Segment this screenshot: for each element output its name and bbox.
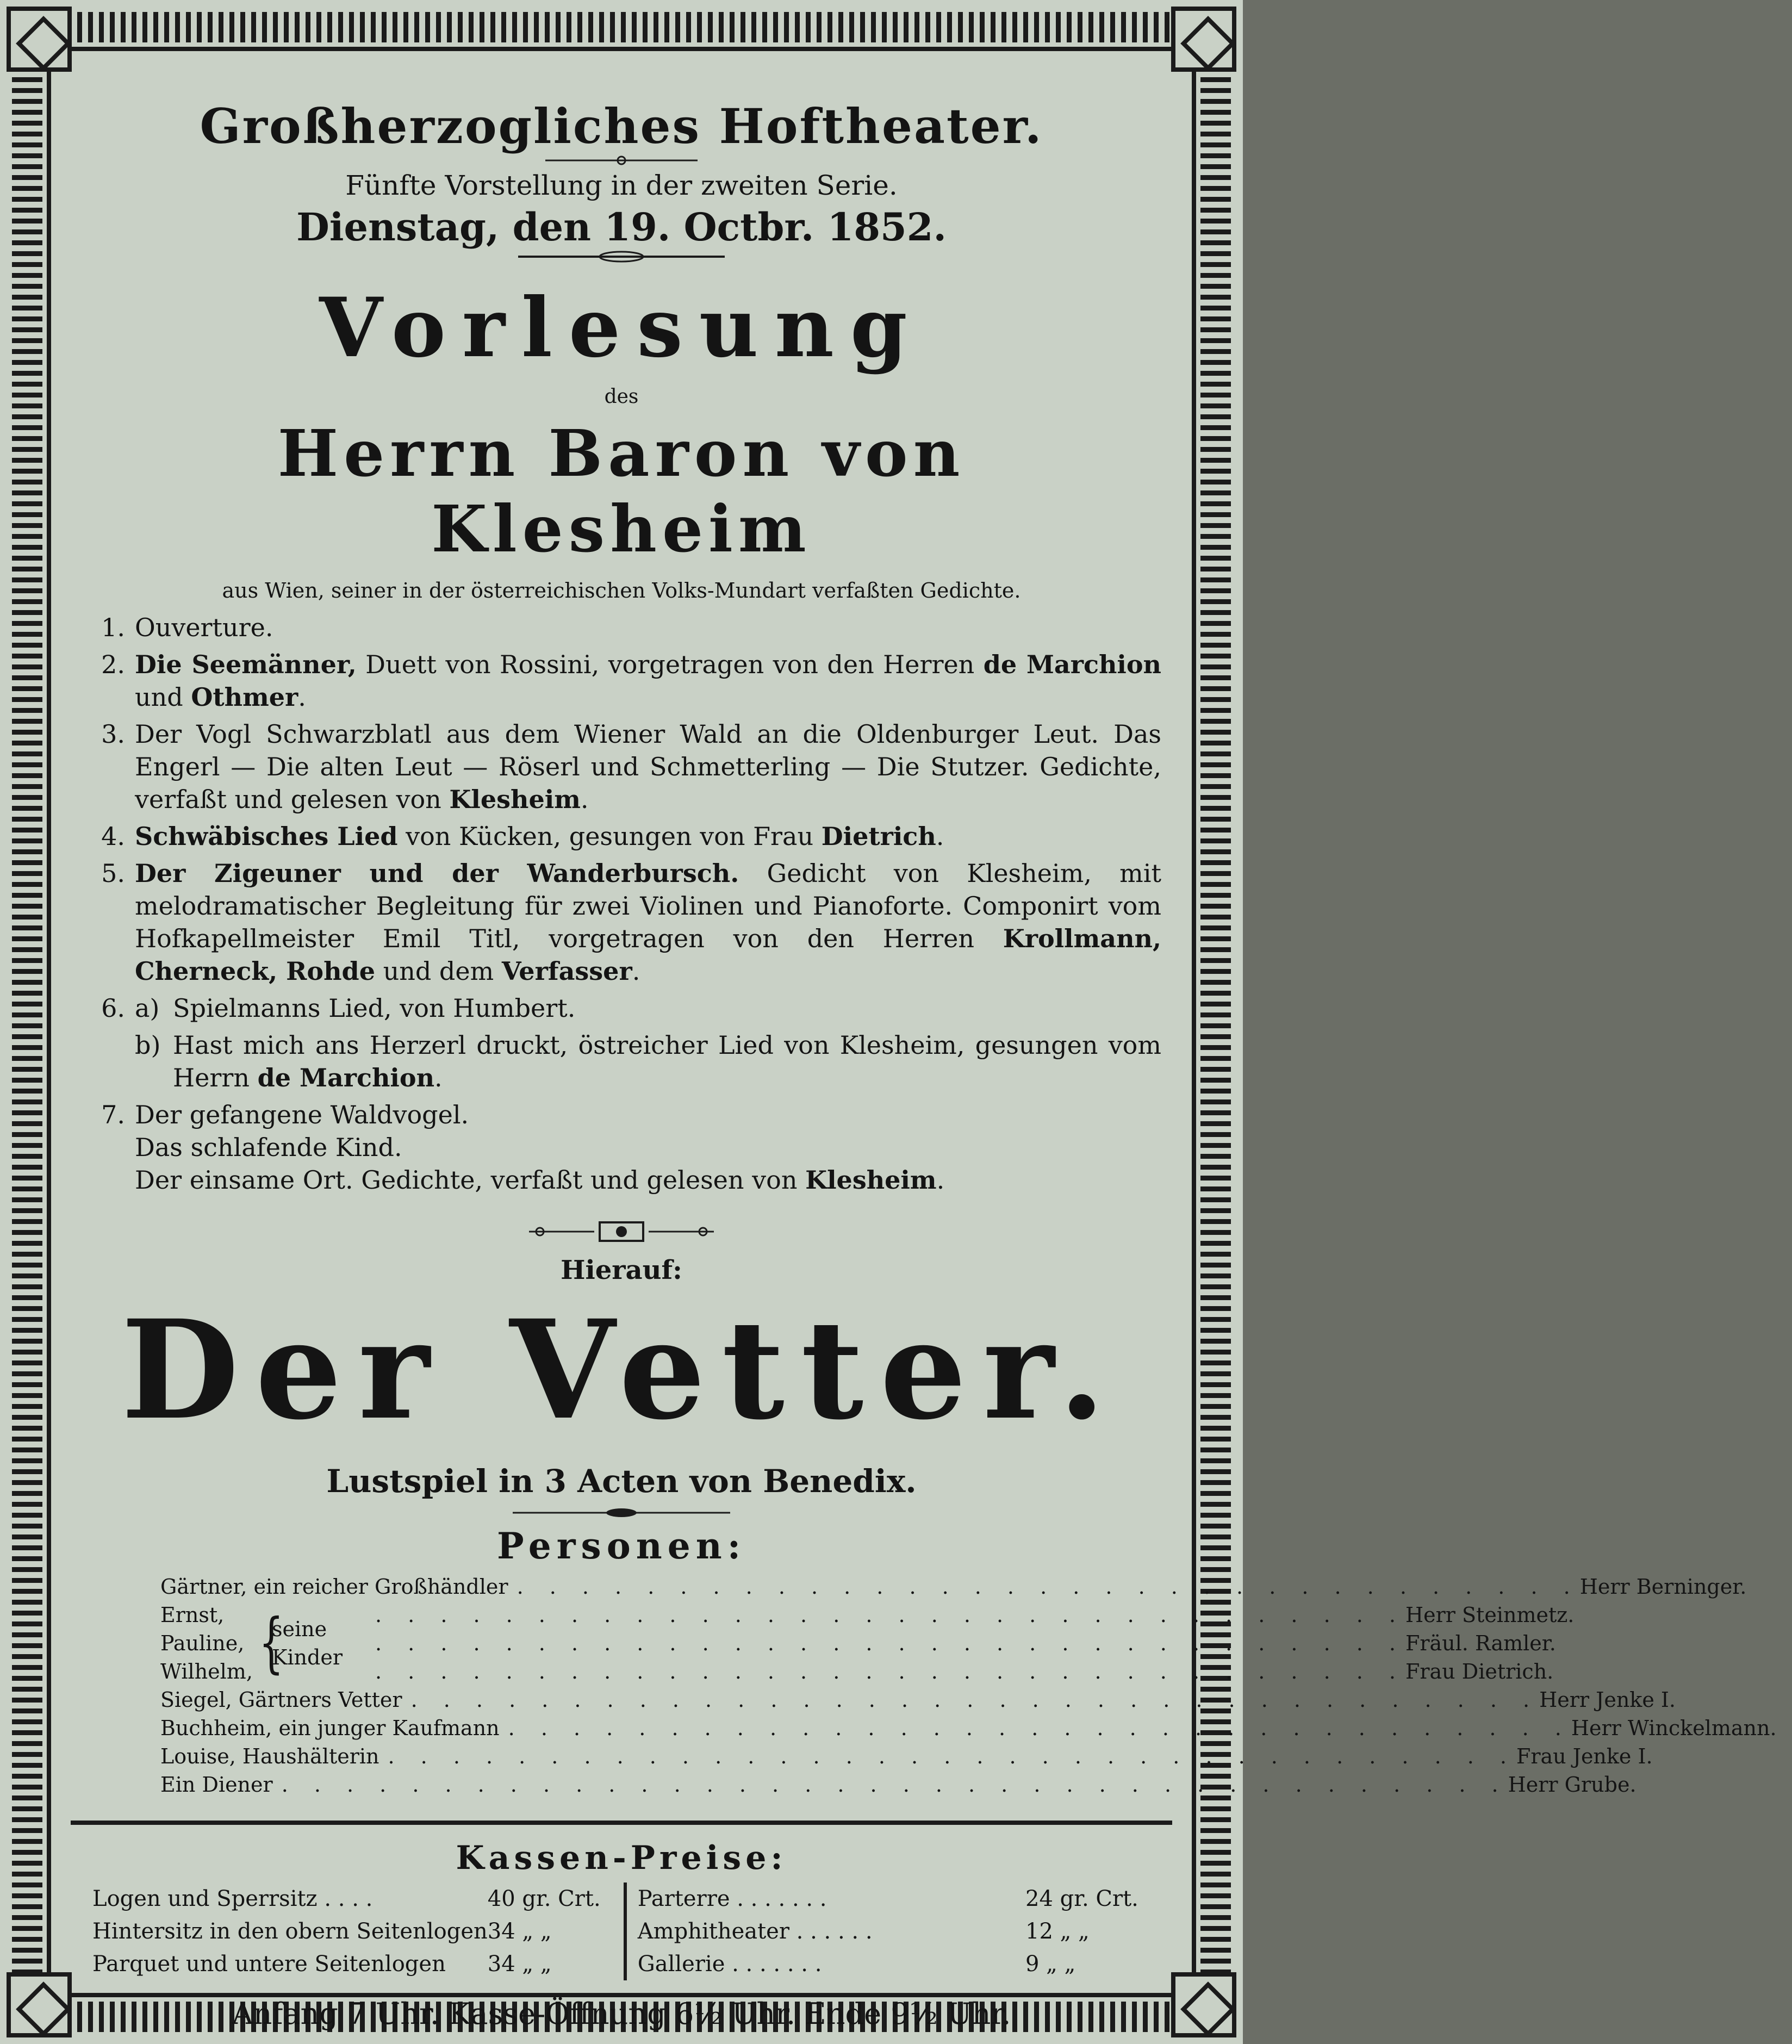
- performance-date: Dienstag, den 19. Octbr. 1852.: [296, 204, 947, 250]
- price-row: Gallerie . . . . . . . 9 „ „: [637, 1952, 1076, 1977]
- lecture-subtitle: aus Wien, seiner in der österreichischen Volks-Mundart verfaßten Gedichte.: [222, 579, 1021, 602]
- program-item: 3. Der Vogl Schwarzblatl aus dem Wiener Wald an die Oldenburger Leut. Das Engerl — Die alten Leut — Röserl und Schmetterling — Die Stutzer. Gedichte, verfaßt und gelesen von Klesheim.: [101, 719, 1161, 814]
- brace-glyph: {: [259, 1605, 284, 1681]
- play-title: Der Vetter.: [121, 1290, 1122, 1450]
- flourish-ornament: [524, 1218, 719, 1245]
- prices-table: [82, 1883, 1161, 1980]
- program-item: 2. Die Seemänner, Duett von Rossini, vorgetragen von den Herren de Marchion und Othmer.: [101, 650, 1162, 712]
- cast-list: [160, 1573, 1777, 1799]
- cast-row: Siegel, Gärtners Vetter . . . . . . . . . . . . . . . . . . . . . . . . . . . . . . . . . . . Herr Jenke I.: [160, 1688, 1676, 1712]
- speaker-name: Herrn Baron von Klesheim: [277, 415, 966, 567]
- cast-row: Gärtner, ein reicher Großhändler . . . . . . . . . . . . . . . . . . . . . . . . . . . . . . . . . Herr Berninger.: [160, 1575, 1747, 1599]
- flourish-ornament: [507, 1506, 736, 1519]
- lecture-des: des: [604, 386, 639, 408]
- program-list: [82, 611, 1161, 1196]
- program-item: 5. Der Zigeuner und der Wanderbursch. Gedicht von Klesheim, mit melodramatischer Begleitung für zwei Violinen und Pianoforte. Componirt vom Hofkapellmeister Emil Titl, vorgetragen von den Herren Krollmann, Cherneck, Rohde und dem Verfasser.: [101, 859, 1161, 986]
- cast-row: Louise, Haushälterin . . . . . . . . . . . . . . . . . . . . . . . . . . . . . . . . . . . Frau Jenke I.: [160, 1744, 1653, 1768]
- playbill-content: [82, 71, 1777, 2031]
- divider-rule: [71, 1821, 1172, 1825]
- price-row: Parquet und untere Seitenlogen 34 „ „: [92, 1952, 552, 1977]
- price-row: Amphitheater . . . . . . 12 „ „: [637, 1919, 1090, 1944]
- border-top: [12, 12, 1231, 42]
- corner-ornament: [7, 1972, 72, 2037]
- corner-ornament: [1171, 1972, 1236, 2037]
- play-subtitle: Lustspiel in 3 Acten von Benedix.: [326, 1463, 917, 1500]
- program-item: 1. Ouverture.: [101, 613, 273, 642]
- program-item: 7. Der gefangene Waldvogel. Das schlafende Kind. Der einsame Ort. Gedichte, verfaßt und gelesen von Klesheim.: [101, 1100, 945, 1195]
- personen-heading: Personen:: [496, 1525, 746, 1567]
- corner-ornament: [1171, 7, 1236, 72]
- hierauf-label: Hierauf:: [561, 1255, 682, 1285]
- price-row: Parterre . . . . . . . 24 gr. Crt.: [637, 1886, 1138, 1911]
- program-item: 4. Schwäbisches Lied von Kücken, gesungen von Frau Dietrich.: [101, 822, 944, 851]
- cast-row: Ein Diener . . . . . . . . . . . . . . . . . . . . . . . . . . . . . . . . . . . . . . Herr Grube.: [160, 1773, 1637, 1797]
- corner-ornament: [7, 7, 72, 72]
- prices-heading: Kassen-Preise:: [456, 1839, 787, 1877]
- prices-right-column: [627, 1883, 1161, 1980]
- flourish-ornament: [540, 154, 703, 166]
- lecture-title: Vorlesung: [319, 280, 924, 376]
- program-item: 6. a) Spielmanns Lied, von Humbert. b) Hast mich ans Herzerl druckt, östreicher Lied von Klesheim, gesungen vom Herrn de Marchion.: [101, 993, 1161, 1092]
- prices-left-column: [82, 1883, 627, 1980]
- flourish-ornament: [513, 250, 730, 264]
- border-left: [12, 12, 42, 2032]
- serie-line: Fünfte Vorstellung in der zweiten Serie.: [345, 170, 898, 201]
- cast-row: Buchheim, ein junger Kaufmann . . . . . . . . . . . . . . . . . . . . . . . . . . . . . . . . . Herr Winckelmann.: [160, 1716, 1777, 1740]
- theater-name: Großherzogliches Hoftheater.: [200, 98, 1043, 154]
- cast-group-children: Ernst, Pauline, Wilhelm, { seine Kinder . . . . . . . . . . . . . . . . . . . . . . . . . . . . . . . . . . . . . . . . . . . . . . . . . . . . . . . . . . . . . . . . . . . . . . . . . . . . . . . . . . . . . . . . . . . . . . . . Herr Steinmetz. Fräul. Ramler. Frau Dietrich.: [160, 1603, 1575, 1683]
- price-row: Logen und Sperrsitz . . . . 40 gr. Crt.: [92, 1886, 601, 1911]
- show-times: Anfang 7 Uhr. Kasse-Öffnung 6½ Uhr. Ende 9½ Uhr.: [232, 1997, 1011, 2031]
- price-row: Hintersitz in den obern Seitenlogen 34 „ „: [92, 1919, 552, 1944]
